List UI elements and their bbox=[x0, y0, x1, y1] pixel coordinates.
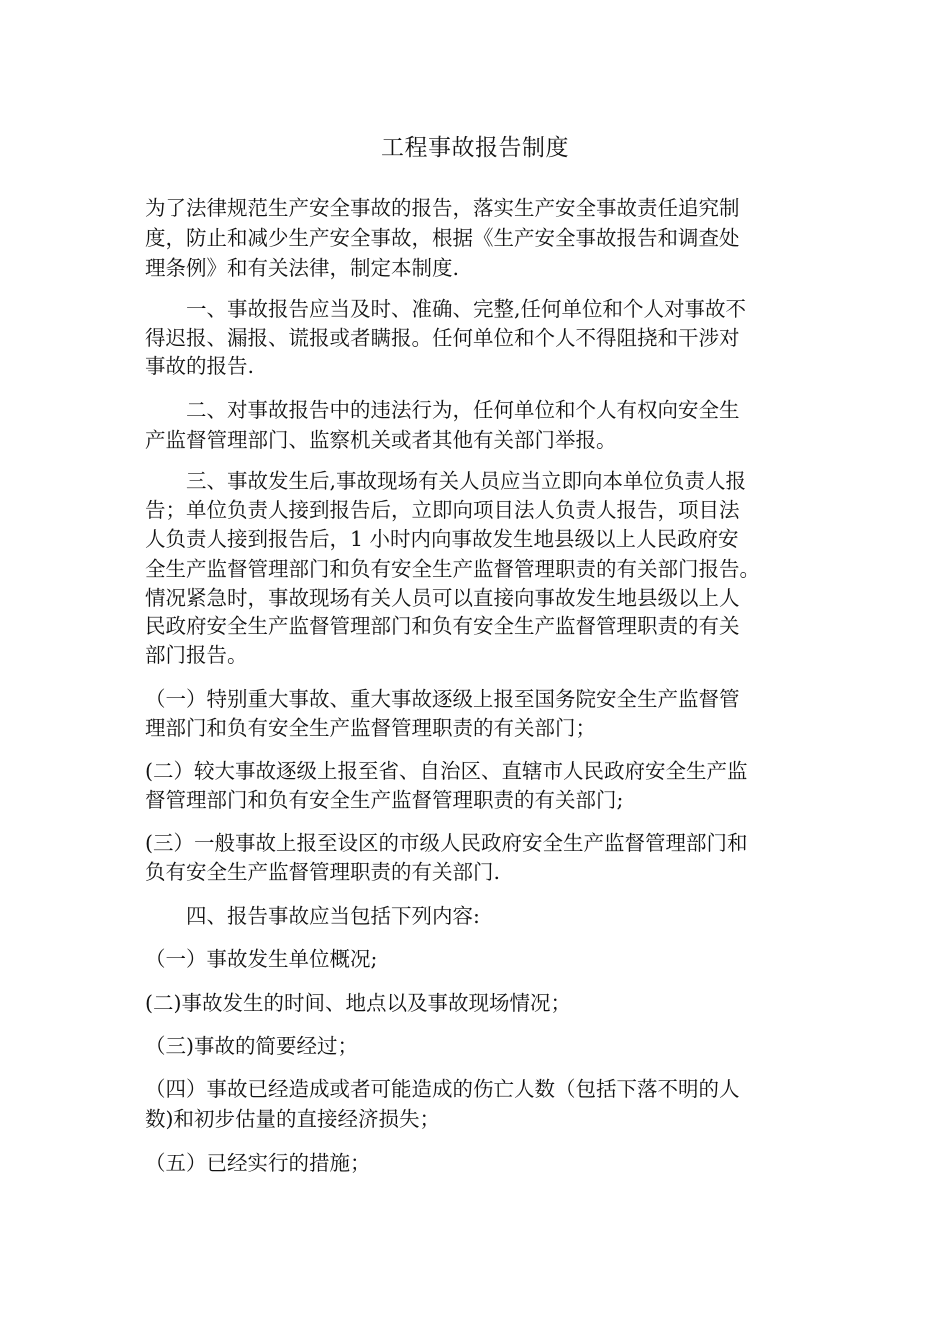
body-line: 情况紧急时，事故现场有关人员可以直接向事故发生地县级以上人 bbox=[145, 586, 740, 610]
page-title: 工程事故报告制度 bbox=[381, 135, 569, 161]
body-line: 产监督管理部门、监察机关或者其他有关部门举报。 bbox=[145, 428, 617, 452]
body-line: 度，防止和减少生产安全事故，根据《生产安全事故报告和调查处 bbox=[145, 226, 740, 250]
body-line: （一）特别重大事故、重大事故逐级上报至国务院安全生产监督管 bbox=[145, 687, 740, 711]
body-line: 数)和初步估量的直接经济损失； bbox=[145, 1107, 440, 1131]
body-line: 得迟报、漏报、谎报或者瞒报。任何单位和个人不得阻挠和干涉对 bbox=[145, 326, 740, 350]
body-line: 民政府安全生产监督管理部门和负有安全生产监督管理职责的有关 bbox=[145, 614, 740, 638]
body-line: (二）较大事故逐级上报至省、自治区、直辖市人民政府安全生产监 bbox=[145, 759, 748, 783]
body-line: 理部门和负有安全生产监督管理职责的有关部门； bbox=[145, 716, 596, 740]
body-line: 为了法律规范生产安全事故的报告，落实生产安全事故责任追究制 bbox=[145, 196, 740, 220]
body-line: （一）事故发生单位概况; bbox=[145, 947, 378, 971]
body-line: 督管理部门和负有安全生产监督管理职责的有关部门; bbox=[145, 788, 624, 812]
body-line: 三、事故发生后,事故现场有关人员应当立即向本单位负责人报 bbox=[145, 469, 747, 493]
body-line: (三）一般事故上报至设区的市级人民政府安全生产监督管理部门和 bbox=[145, 831, 748, 855]
body-line: 全生产监督管理部门和负有安全生产监督管理职责的有关部门报告。 bbox=[145, 557, 760, 581]
body-line: (二)事故发生的时间、地点以及事故现场情况； bbox=[145, 991, 571, 1015]
body-line: （三)事故的简要经过； bbox=[145, 1034, 358, 1058]
body-line: （五）已经实行的措施； bbox=[145, 1151, 371, 1175]
body-line: 四、报告事故应当包括下列内容: bbox=[145, 904, 480, 928]
body-line: 事故的报告. bbox=[145, 354, 255, 378]
body-line: 告；单位负责人接到报告后，立即向项目法人负责人报告，项目法 bbox=[145, 498, 740, 522]
body-line: 人负责人接到报告后，1 小时内向事故发生地县级以上人民政府安 bbox=[145, 527, 739, 551]
body-line: 部门报告。 bbox=[145, 643, 248, 667]
body-line: 一、事故报告应当及时、准确、完整,任何单位和个人对事故不 bbox=[145, 297, 747, 321]
body-line: 理条例》和有关法律，制定本制度. bbox=[145, 256, 460, 280]
body-line: 二、对事故报告中的违法行为，任何单位和个人有权向安全生 bbox=[145, 398, 740, 422]
body-line: （四）事故已经造成或者可能造成的伤亡人数（包括下落不明的人 bbox=[145, 1077, 740, 1101]
body-line: 负有安全生产监督管理职责的有关部门. bbox=[145, 860, 501, 884]
